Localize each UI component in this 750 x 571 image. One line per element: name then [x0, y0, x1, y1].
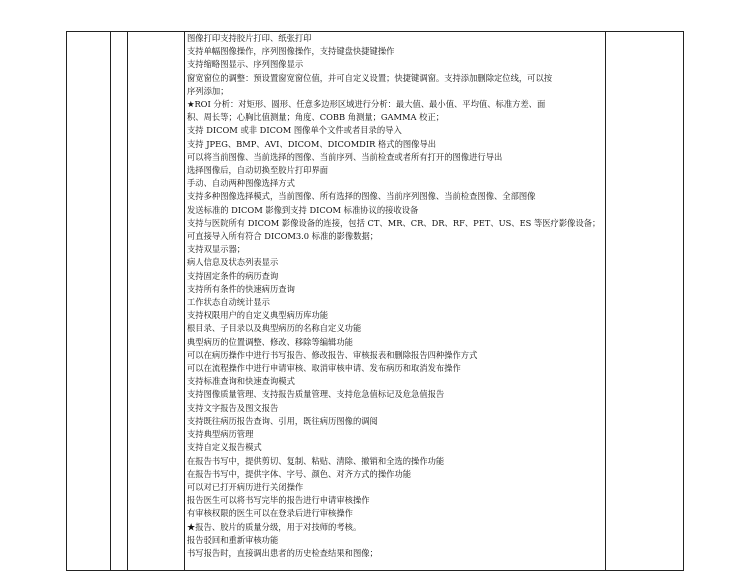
spec-line: 病人信息及状态列表显示 — [187, 257, 279, 268]
spec-line: 可以在病历操作中进行书写报告、修改报告、审核报表和删除报告四种操作方式 — [187, 349, 478, 360]
spec-line: 支持 DICOM 或非 DICOM 图像单个文件或者目录的导入 — [187, 125, 402, 136]
spec-line: 支持单幅图像操作，序列图像操作，支持键盘快捷键操作 — [187, 46, 395, 57]
spec-line: 支持 JPEG、BMP、AVI、DICOM、DICOMDIR 格式的图像导出 — [187, 138, 437, 149]
spec-line: 支持双显示器； — [187, 244, 246, 255]
spec-line: 书写报告时，直接调出患者的历史检查结果和图像； — [187, 547, 378, 558]
spec-line: 窗宽窗位的调整：预设置窗宽窗位值，并可自定义设置；快捷键调窗。支持添加删除定位线，可以按 — [187, 72, 553, 83]
spec-line: 支持文字报告及图文报告 — [187, 402, 279, 413]
spec-line: 支持所有条件的快速病历查询 — [187, 283, 295, 294]
spec-line: 工作状态自动统计显示 — [187, 297, 270, 308]
spec-line: 支持权限用户的自定义典型病历库功能 — [187, 310, 329, 321]
table-cell-narrow — [111, 32, 128, 571]
spec-line: 典型病历的位置调整、修改、移除等编辑功能 — [187, 336, 353, 347]
spec-line: ★ROI 分析：对矩形、圆形、任意多边形区域进行分析：最大值、最小值、平均值、标准方差、面 — [187, 99, 546, 110]
spec-line: 图像打印支持胶片打印、纸张打印 — [187, 33, 312, 43]
spec-line: 有审核权限的医生可以在登录后进行审核操作 — [187, 508, 353, 519]
spec-text-block — [185, 32, 605, 560]
spec-line: 支持固定条件的病历查询 — [187, 270, 279, 281]
spec-line: 支持标准查询和快速查询模式 — [187, 376, 295, 387]
spec-line: 手动、自动两种图像选择方式 — [187, 178, 295, 189]
table-cell-remark — [606, 32, 684, 571]
spec-line: 在报告书写中，提供剪切、复制、粘贴、清除、撤销和全选的操作功能 — [187, 455, 445, 466]
spec-line: 发送标准的 DICOM 影像到支持 DICOM 标准协议的接收设备 — [187, 204, 419, 215]
spec-line: 序列添加； — [187, 85, 229, 96]
spec-line: 支持既往病历报告查询、引用，既往病历图像的调阅 — [187, 415, 378, 426]
spec-line: 可以对已打开病历进行关闭操作 — [187, 481, 304, 492]
spec-line: ★报告、胶片的质量分级，用于对技师的考核。 — [187, 521, 362, 532]
table-cell-spec — [185, 32, 606, 571]
spec-line: 在报告书写中，提供字体、字号、颜色、对齐方式的操作功能 — [187, 468, 412, 479]
spec-line: 报告驳回和重新审核功能 — [187, 534, 279, 545]
spec-line: 支持图像质量管理、支持报告质量管理、支持危急值标记及危急值报告 — [187, 389, 445, 400]
spec-line: 选择图像后，自动切换至胶片打印界面 — [187, 165, 329, 176]
spec-line: 支持缩略图显示、序列图像显示 — [187, 59, 304, 70]
table-row — [67, 32, 684, 571]
spec-line: 报告医生可以将书写完毕的报告进行申请审核操作 — [187, 495, 370, 506]
spec-line: 可直接导入所有符合 DICOM3.0 标准的影像数据； — [187, 231, 379, 242]
spec-line: 可以将当前图像、当前选择的图像、当前序列、当前检查或者所有打开的图像进行导出 — [187, 151, 503, 162]
table-cell-name — [128, 32, 185, 571]
spec-line: 支持与医院所有 DICOM 影像设备的连接，包括 CT、MR、CR、DR、RF、PET、US、ES 等医疗影像设备； — [187, 217, 601, 228]
spec-line: 可以在流程操作中进行申请审核、取消审核申请、发布病历和取消发布操作 — [187, 363, 461, 374]
spec-line: 支持多种图像选择模式，当前图像、所有选择的图像、当前序列图像、当前检查图像、全部图像 — [187, 191, 536, 202]
spec-table — [66, 31, 684, 571]
table-cell-index — [67, 32, 111, 571]
spec-line: 支持典型病历管理 — [187, 429, 254, 440]
spec-line: 支持自定义报告模式 — [187, 442, 262, 453]
spec-line: 根目录、子目录以及典型病历的名称自定义功能 — [187, 323, 362, 334]
spec-line: 积、周长等；心胸比值测量；角度、COBB 角测量；GAMMA 校正； — [187, 112, 445, 123]
